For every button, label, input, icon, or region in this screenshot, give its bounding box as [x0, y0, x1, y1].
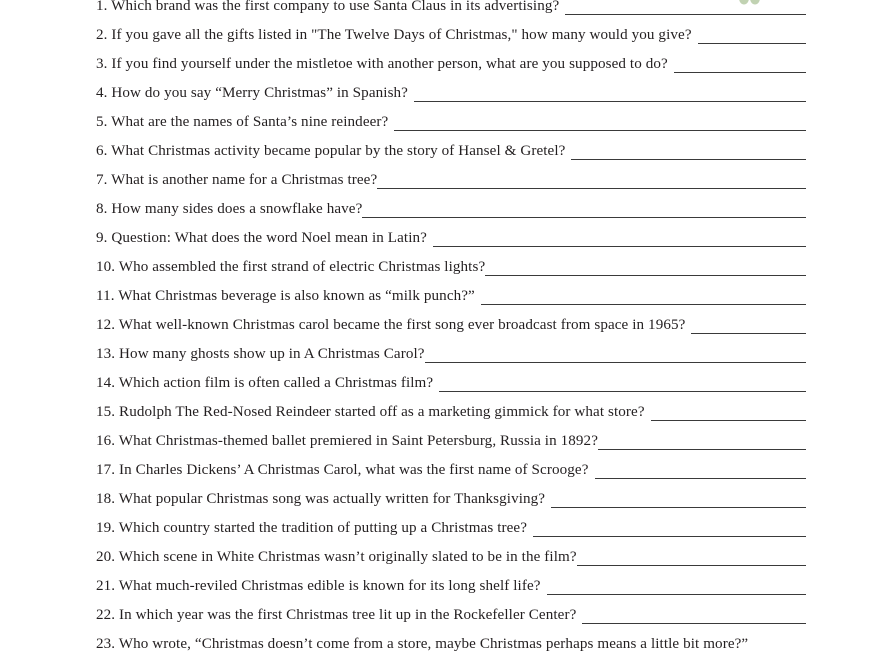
question-text: 5. What are the names of Santa’s nine reindeer?: [96, 114, 389, 130]
answer-blank-line[interactable]: [394, 130, 806, 131]
question-text: 16. What Christmas-themed ballet premiered in Saint Petersburg, Russia in 1892?: [96, 433, 598, 449]
question-row: [0, 137, 880, 166]
answer-blank-line[interactable]: [439, 391, 806, 392]
question-row: [0, 514, 880, 543]
question-row: [0, 253, 880, 282]
answer-blank-line[interactable]: [691, 333, 806, 334]
question-row: [0, 108, 880, 137]
answer-blank-line[interactable]: [551, 507, 806, 508]
answer-blank-line[interactable]: [533, 536, 806, 537]
question-text: 2. If you gave all the gifts listed in "The Twelve Days of Christmas," how many would you give?: [96, 27, 692, 43]
answer-blank-line[interactable]: [595, 478, 806, 479]
question-text: 21. What much-reviled Christmas edible is known for its long shelf life?: [96, 578, 541, 594]
question-text: 20. Which scene in White Christmas wasn’t originally slated to be in the film?: [96, 549, 577, 565]
question-row: [0, 630, 880, 659]
answer-blank-line[interactable]: [674, 72, 806, 73]
question-text: 19. Which country started the tradition of putting up a Christmas tree?: [96, 520, 528, 536]
question-text: 11. What Christmas beverage is also known as “milk punch?”: [96, 288, 475, 304]
answer-blank-line[interactable]: [377, 188, 806, 189]
question-row: [0, 572, 880, 601]
question-text: 13. How many ghosts show up in A Christmas Carol?: [96, 346, 425, 362]
question-text: 6. What Christmas activity became popular by the story of Hansel & Gretel?: [96, 143, 566, 159]
question-row: [0, 543, 880, 572]
question-row: [0, 166, 880, 195]
answer-blank-line[interactable]: [565, 14, 806, 15]
question-row: [0, 427, 880, 456]
question-row: [0, 224, 880, 253]
answer-blank-line[interactable]: [547, 594, 806, 595]
question-text: 7. What is another name for a Christmas tree?: [96, 172, 378, 188]
answer-blank-line[interactable]: [414, 101, 806, 102]
question-row: [0, 369, 880, 398]
question-text: 17. In Charles Dickens’ A Christmas Carol, what was the first name of Scrooge?: [96, 462, 589, 478]
answer-blank-line[interactable]: [598, 449, 806, 450]
question-row: [0, 195, 880, 224]
answer-blank-line[interactable]: [433, 246, 806, 247]
question-text: 14. Which action film is often called a Christmas film?: [96, 375, 434, 391]
question-row: [0, 456, 880, 485]
question-row: [0, 398, 880, 427]
question-row: [0, 601, 880, 630]
question-text: 1. Which brand was the first company to use Santa Claus in its advertising?: [96, 0, 560, 14]
question-text: 8. How many sides does a snowflake have?: [96, 201, 363, 217]
answer-blank-line[interactable]: [698, 43, 806, 44]
question-text: 15. Rudolph The Red-Nosed Reindeer started off as a marketing gimmick for what store?: [96, 404, 645, 420]
answer-blank-line[interactable]: [425, 362, 806, 363]
question-text: 9. Question: What does the word Noel mean in Latin?: [96, 230, 427, 246]
question-text: 22. In which year was the first Christmas tree lit up in the Rockefeller Center?: [96, 607, 577, 623]
answer-blank-line[interactable]: [582, 623, 806, 624]
question-row: [0, 79, 880, 108]
question-text: 12. What well-known Christmas carol became the first song ever broadcast from space in 1965?: [96, 317, 686, 333]
question-text: 23. Who wrote, “Christmas doesn’t come from a store, maybe Christmas perhaps means a little bit more?”: [96, 636, 749, 652]
answer-blank-line[interactable]: [577, 565, 806, 566]
answer-blank-line[interactable]: [362, 217, 806, 218]
question-text: 3. If you find yourself under the mistletoe with another person, what are you supposed to do?: [96, 56, 668, 72]
question-row: [0, 340, 880, 369]
answer-blank-line[interactable]: [651, 420, 806, 421]
question-text: 18. What popular Christmas song was actually written for Thanksgiving?: [96, 491, 546, 507]
question-row: [0, 21, 880, 50]
question-row: [0, 485, 880, 514]
question-row: [0, 0, 880, 21]
question-row: [0, 282, 880, 311]
question-text: 4. How do you say “Merry Christmas” in Spanish?: [96, 85, 408, 101]
answer-blank-line[interactable]: [485, 275, 806, 276]
answer-blank-line[interactable]: [481, 304, 806, 305]
question-row: [0, 311, 880, 340]
answer-blank-line[interactable]: [571, 159, 806, 160]
question-row: [0, 50, 880, 79]
question-text: 10. Who assembled the first strand of electric Christmas lights?: [96, 259, 486, 275]
